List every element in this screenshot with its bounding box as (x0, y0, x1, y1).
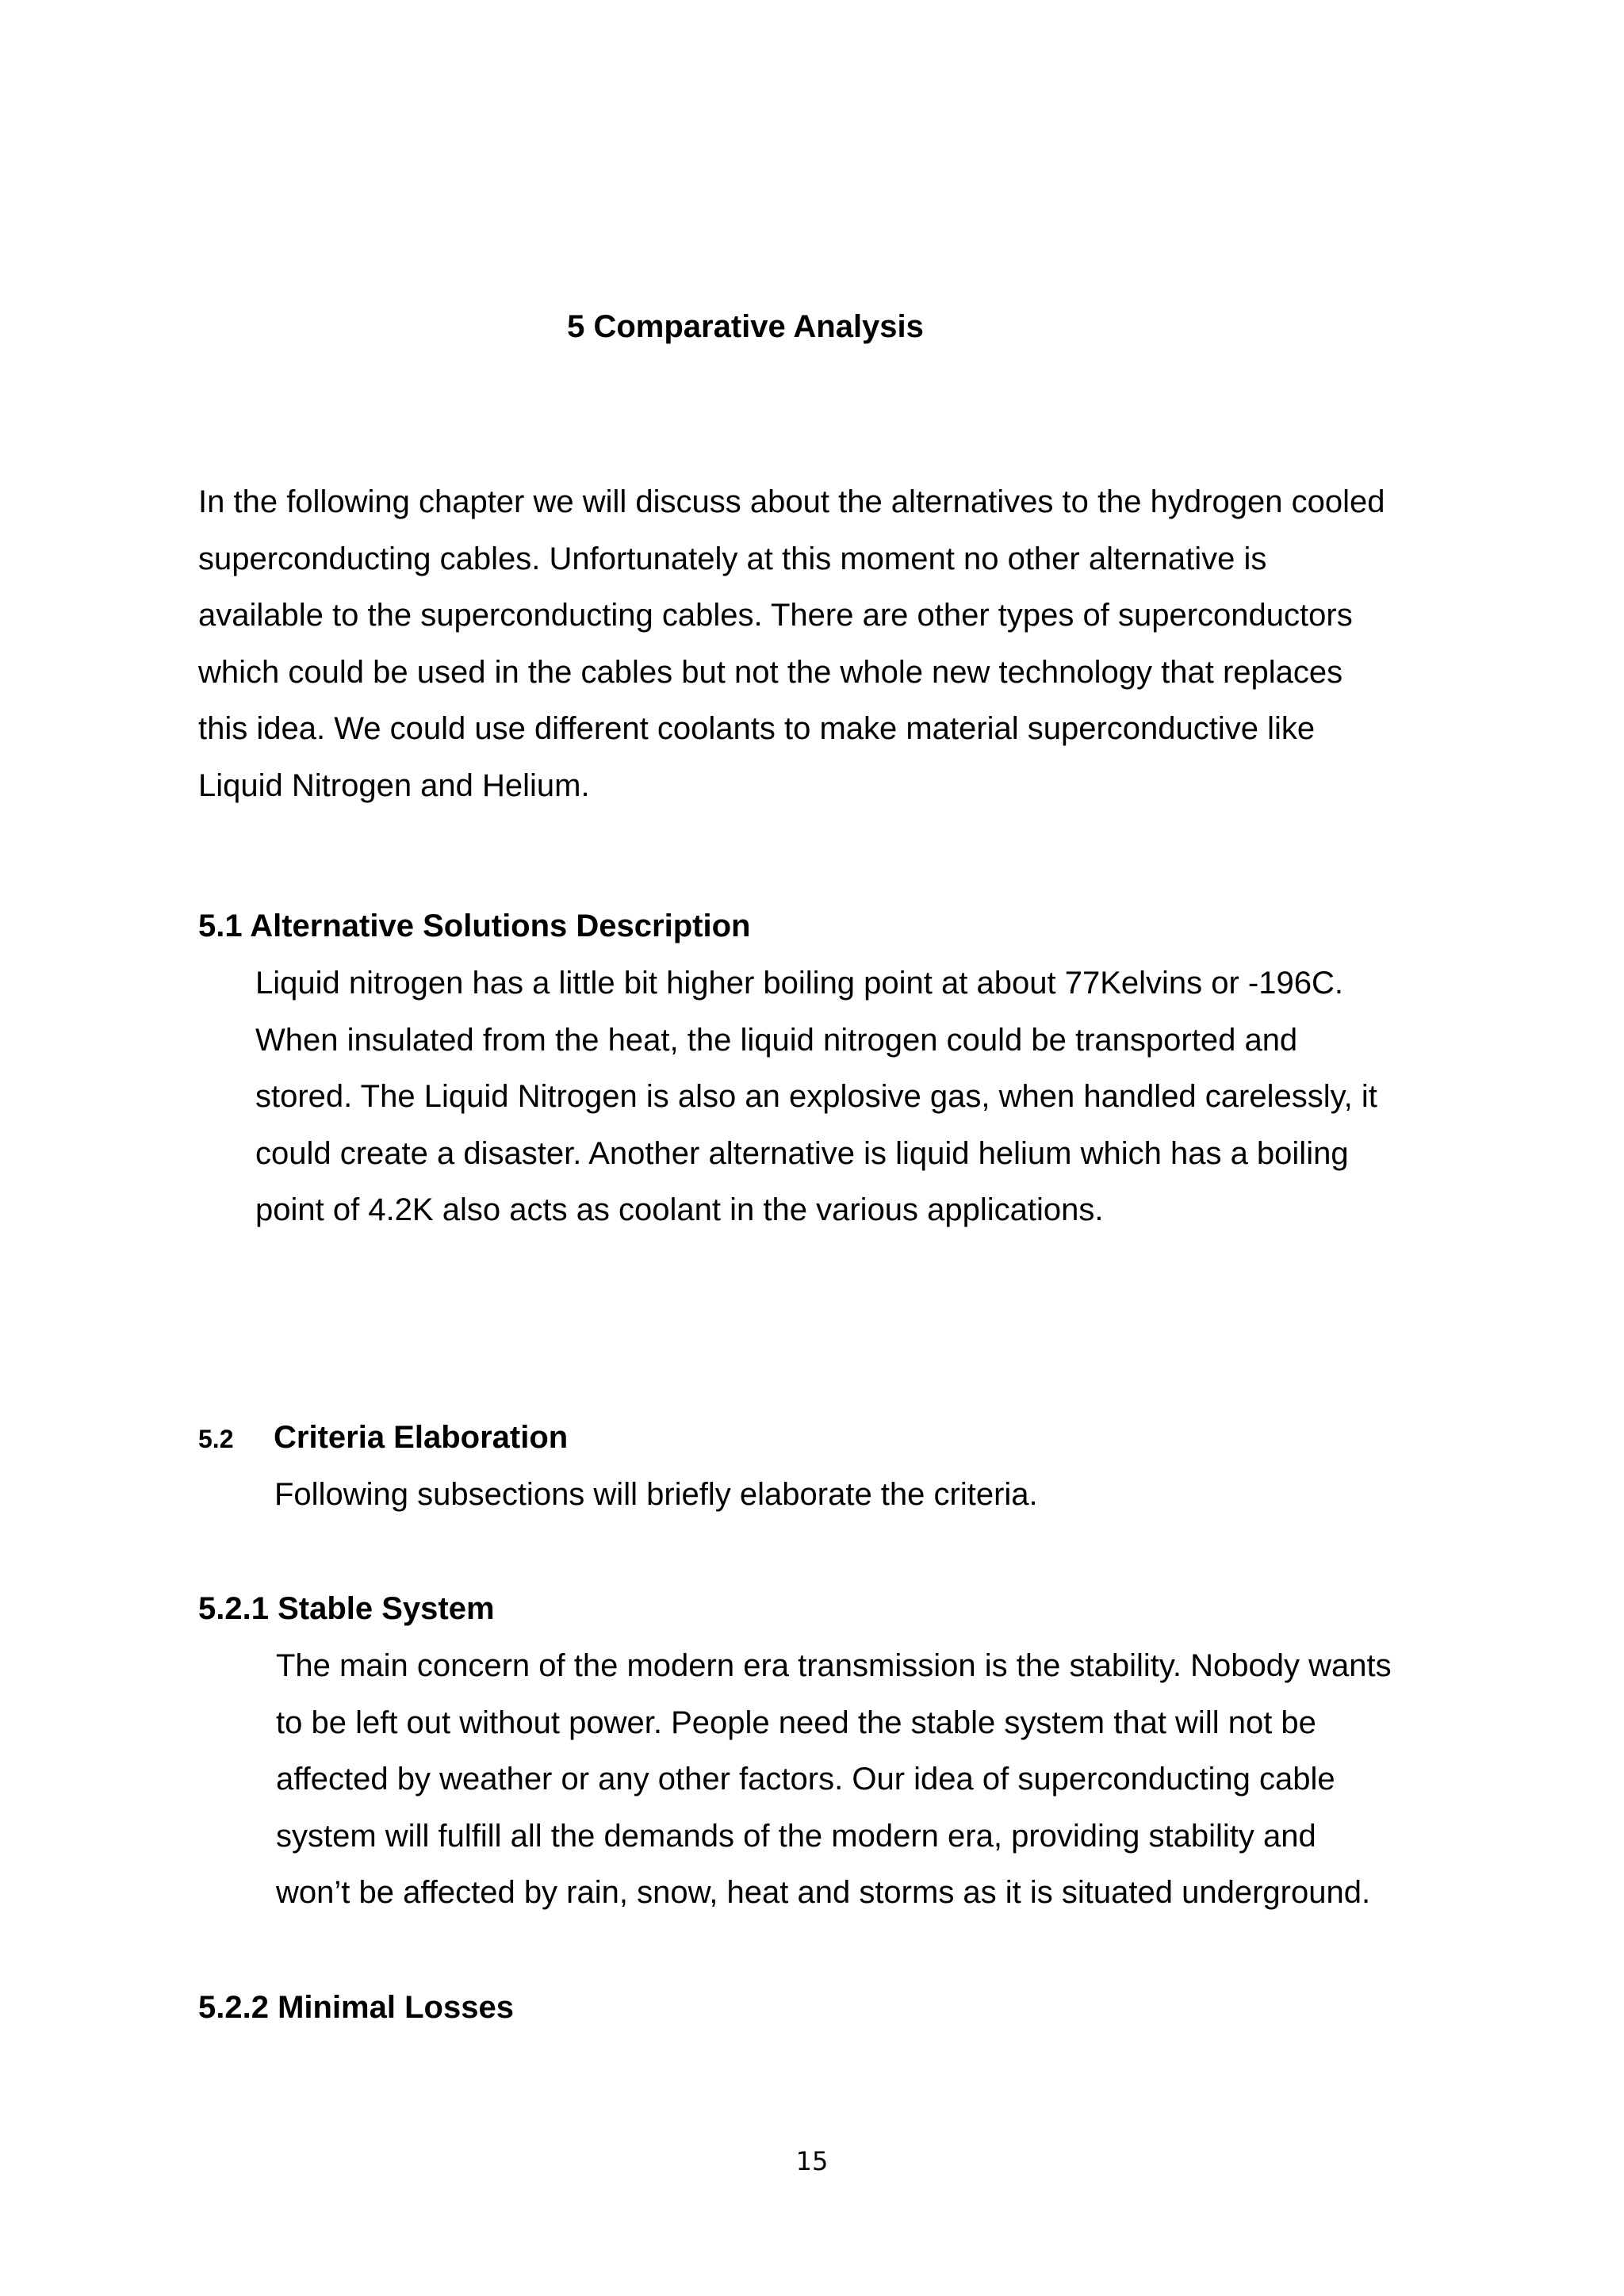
section-title: Criteria Elaboration (274, 1420, 569, 1455)
text-line: affected by weather or any other factors. Our idea of superconducting cable (276, 1762, 1335, 1797)
section-heading-5-2-2: 5.2.2 Minimal Losses (198, 1990, 514, 2025)
text-line: point of 4.2K also acts as coolant in the various applications. (255, 1192, 1104, 1227)
section-heading-5-2-1: 5.2.1 Stable System (198, 1591, 495, 1626)
text-line: The main concern of the modern era transmission is the stability. Nobody wants (276, 1648, 1392, 1683)
section-5-2-1-paragraph (276, 1638, 1392, 1922)
text-line: Liquid nitrogen has a little bit higher boiling point at about 77Kelvins or -196C. (255, 966, 1343, 1001)
text-line: this idea. We could use different coolants to make material superconductive like (198, 711, 1316, 746)
section-heading-5-2 (198, 1417, 568, 1460)
text-line: could create a disaster. Another alternative is liquid helium which has a boiling (255, 1135, 1349, 1171)
text-line: to be left out without power. People need the stable system that will not be (276, 1705, 1316, 1740)
text-line: When insulated from the heat, the liquid nitrogen could be transported and (255, 1022, 1298, 1058)
text-line: stored. The Liquid Nitrogen is also an explosive gas, when handled carelessly, it (255, 1079, 1377, 1114)
text-line: Following subsections will briefly elaborate the criteria. (274, 1477, 1038, 1512)
text-line: available to the superconducting cables. There are other types of superconductors (198, 598, 1353, 633)
text-line: superconducting cables. Unfortunately at this moment no other alternative is (198, 541, 1267, 576)
text-line: won’t be affected by rain, snow, heat and storms as it is situated underground. (276, 1875, 1371, 1910)
chapter-intro-paragraph (198, 474, 1385, 814)
page-number: 15 (795, 2146, 829, 2176)
section-5-2-paragraph (274, 1467, 1038, 1524)
text-line: In the following chapter we will discuss about the alternatives to the hydrogen cooled (198, 484, 1385, 519)
text-line: system will fulfill all the demands of the modern era, providing stability and (276, 1818, 1316, 1854)
text-line: Liquid Nitrogen and Helium. (198, 767, 590, 803)
chapter-title: 5 Comparative Analysis (567, 309, 924, 344)
section-number: 5.2 (198, 1425, 234, 1453)
text-line: which could be used in the cables but not the whole new technology that replaces (198, 654, 1343, 690)
section-heading-5-1: 5.1 Alternative Solutions Description (198, 909, 751, 943)
section-5-1-paragraph (255, 955, 1377, 1239)
